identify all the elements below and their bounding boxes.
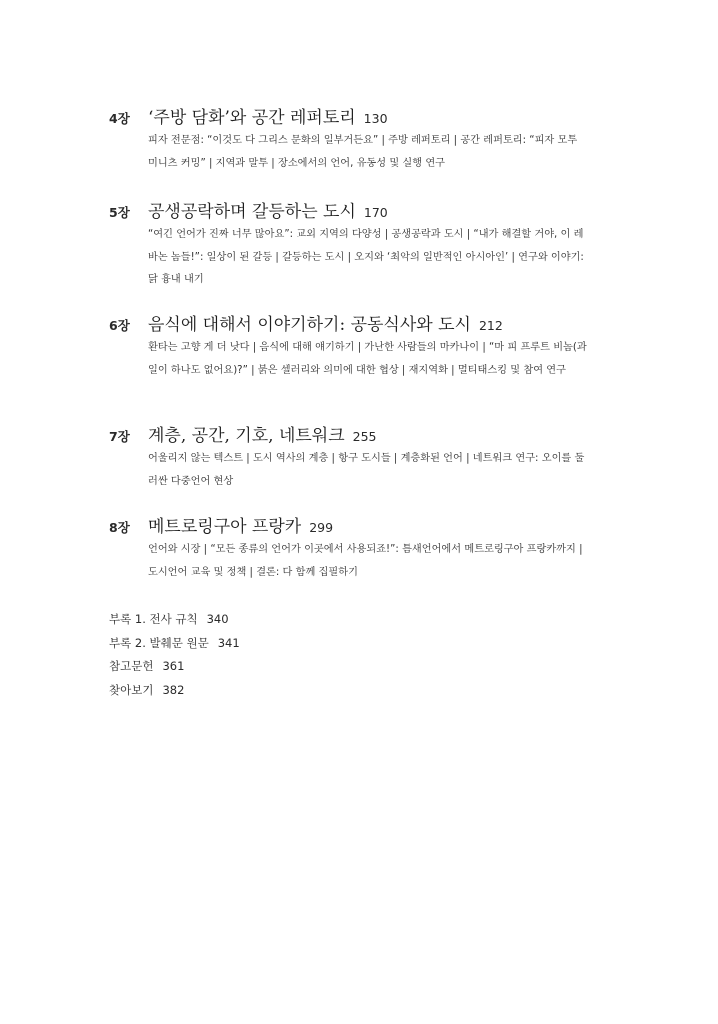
entry-page-number: 341 bbox=[217, 635, 240, 650]
entry-label: 참고문헌 bbox=[109, 659, 154, 673]
chapter-number: 4장 bbox=[109, 111, 130, 126]
chapter-sections: 언어와 시장 | “모든 종류의 언어가 이곳에서 사용되죠!”: 틈새언어에서 메트로링구아 프랑카까지 | 도시언어 교육 및 정책 | 결론: 다 함께 집필하기 bbox=[148, 544, 583, 578]
toc-chapter-7 bbox=[109, 421, 589, 493]
chapter-title: 공생공락하며 갈등하는 도시 bbox=[148, 202, 356, 222]
chapter-page-number: 255 bbox=[352, 429, 377, 444]
toc-entry bbox=[109, 679, 240, 703]
toc-chapter-6 bbox=[109, 310, 589, 382]
toc-chapter-5 bbox=[109, 197, 589, 292]
chapter-page-number: 212 bbox=[478, 318, 503, 333]
entry-page-number: 340 bbox=[206, 612, 229, 626]
toc-chapter-4 bbox=[109, 103, 589, 175]
chapter-heading bbox=[109, 197, 589, 223]
chapter-number: 7장 bbox=[109, 429, 130, 444]
chapter-heading bbox=[109, 421, 589, 447]
toc-entry bbox=[109, 632, 240, 656]
chapter-sections: 어울리지 않는 텍스트 | 도시 역사의 계층 | 항구 도시들 | 계층화된 언어 | 네트워크 연구: 오이를 둘러싼 다중언어 현상 bbox=[148, 453, 585, 487]
entry-label: 찾아보기 bbox=[109, 682, 154, 697]
chapter-sections: “여긴 언어가 진짜 너무 많아요”: 교외 지역의 다양성 | 공생공락과 도시 | “내가 해결할 거야, 이 레바논 놈들!”: 일상이 된 갈등 | 갈등하는 도시 | 오지와 ‘최악의 일반적인 아시아인’ | 연구와 이야기: 닭 흉내 내기 bbox=[148, 229, 584, 285]
chapter-heading bbox=[109, 310, 589, 336]
entry-page-number: 382 bbox=[162, 682, 185, 697]
chapter-title: 계층, 공간, 기호, 네트워크 bbox=[148, 426, 345, 446]
chapter-page-number: 170 bbox=[363, 205, 388, 220]
chapter-number: 8장 bbox=[109, 520, 130, 535]
chapter-number: 5장 bbox=[109, 205, 130, 220]
chapter-title-line bbox=[148, 197, 388, 222]
chapter-page-number: 130 bbox=[363, 111, 388, 126]
chapter-title-line bbox=[148, 421, 377, 446]
chapter-title-line bbox=[148, 103, 388, 128]
toc-entry bbox=[109, 608, 240, 632]
entry-label: 부록 1. 전사 규칙 bbox=[109, 612, 198, 626]
chapter-page-number: 299 bbox=[309, 520, 334, 535]
toc-back-matter bbox=[109, 608, 240, 702]
toc-entry bbox=[109, 655, 240, 679]
chapter-sections: 환타는 고향 게 더 낫다 | 음식에 대해 얘기하기 | 가난한 사람들의 마카나이 | “마 피 프루트 비놈(과일이 하나도 없어요)?” | 붉은 셀러리와 의미에 대한 협상 | 재지역화 | 멀티태스킹 및 참여 연구 bbox=[148, 342, 587, 376]
chapter-title-line bbox=[148, 310, 503, 335]
chapter-heading bbox=[109, 512, 589, 538]
toc-chapter-8 bbox=[109, 512, 589, 584]
chapter-title: 메트로링구아 프랑카 bbox=[148, 517, 302, 537]
chapter-title-line bbox=[148, 512, 333, 537]
chapter-heading bbox=[109, 103, 589, 129]
entry-label: 부록 2. 발췌문 원문 bbox=[109, 635, 209, 650]
entry-page-number: 361 bbox=[162, 659, 185, 673]
chapter-title: ‘주방 담화’와 공간 레퍼토리 bbox=[148, 108, 356, 128]
chapter-title: 음식에 대해서 이야기하기: 공동식사와 도시 bbox=[148, 315, 471, 335]
chapter-sections: 피자 전문점: “이것도 다 그리스 문화의 일부거든요” | 주방 레퍼토리 | 공간 레퍼토리: “피자 모투 미니츠 커밍” | 지역과 말투 | 장소에서의 언어, 유동성 및 실행 연구 bbox=[148, 135, 578, 169]
chapter-number: 6장 bbox=[109, 318, 130, 333]
